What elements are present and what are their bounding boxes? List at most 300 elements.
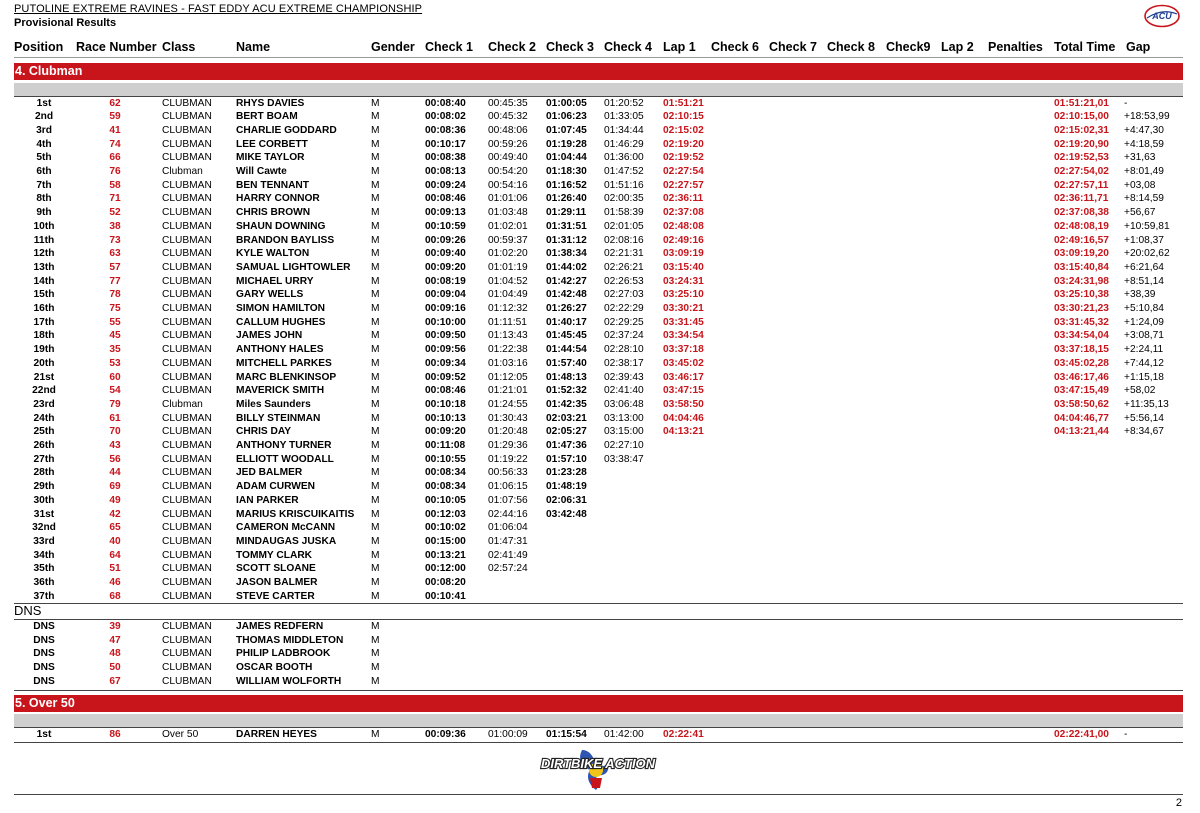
rider-name-cell: RHYS DAVIES (236, 97, 305, 109)
total-time-cell: 02:27:54,02 (1054, 166, 1109, 177)
check4-cell: 02:41:40 (604, 385, 644, 397)
rider-name-cell: IAN PARKER (236, 494, 299, 506)
check4-cell: 02:26:53 (604, 275, 644, 287)
gender-cell: M (371, 634, 380, 646)
gap-cell: +5:10,84 (1124, 303, 1164, 314)
table-row (0, 535, 1200, 549)
check1-cell: 00:10:41 (425, 590, 466, 602)
check3-cell: 02:03:21 (546, 412, 587, 424)
rider-name-cell: KYLE WALTON (236, 248, 310, 260)
rider-name-cell: BRANDON BAYLISS (236, 234, 335, 246)
class-cell: CLUBMAN (162, 111, 212, 123)
check4-cell: 02:28:10 (604, 344, 644, 356)
class-cell: CLUBMAN (162, 522, 212, 534)
rider-name-cell: SHAUN DOWNING (236, 220, 326, 232)
rider-name-cell: JAMES JOHN (236, 330, 303, 342)
check2-cell: 01:01:19 (488, 261, 528, 273)
race-number-cell: 62 (109, 97, 121, 109)
check1-cell: 00:12:03 (425, 508, 466, 520)
check2-cell: 01:29:36 (488, 440, 528, 451)
position-cell: DNS (33, 675, 55, 687)
lap1-cell: 02:10:15 (663, 111, 704, 123)
table-row (0, 453, 1200, 467)
rider-name-cell: HARRY CONNOR (236, 193, 320, 205)
lap1-cell: 03:09:19 (663, 248, 704, 260)
position-cell: 32nd (32, 522, 56, 534)
race-number-cell: 53 (109, 357, 121, 369)
class-cell: CLUBMAN (162, 289, 212, 301)
column-header-gap: Gap (1126, 40, 1151, 54)
check4-cell: 03:15:00 (604, 426, 644, 438)
position-cell: 26th (33, 440, 55, 451)
check2-cell: 01:12:32 (488, 303, 528, 314)
rider-name-cell: SIMON HAMILTON (236, 303, 326, 314)
gender-cell: M (371, 508, 380, 520)
check3-cell: 01:07:45 (546, 124, 587, 136)
rider-name-cell: GARY WELLS (236, 289, 304, 301)
check3-cell: 01:31:12 (546, 234, 587, 246)
gap-cell: +8:01,49 (1124, 166, 1164, 177)
total-time-cell: 02:27:57,11 (1054, 179, 1109, 191)
check4-cell: 02:00:35 (604, 193, 644, 205)
lap1-cell: 03:24:31 (663, 275, 704, 287)
check3-cell: 01:42:48 (546, 289, 587, 301)
position-cell: 12th (33, 248, 55, 260)
table-row (0, 138, 1200, 152)
rider-name-cell: ELLIOTT WOODALL (236, 453, 334, 465)
rider-name-cell: ANTHONY TURNER (236, 440, 332, 451)
check2-cell: 01:20:48 (488, 426, 528, 438)
check3-cell: 01:00:05 (546, 97, 587, 109)
check3-cell: 01:40:17 (546, 316, 587, 328)
total-time-cell: 03:37:18,15 (1054, 344, 1109, 356)
results-subtitle: Provisional Results (14, 17, 117, 29)
lap1-cell: 03:37:18 (663, 344, 704, 356)
rider-name-cell: CAMERON McCANN (236, 522, 336, 534)
gap-cell: +6:21,64 (1124, 261, 1164, 273)
table-row (0, 412, 1200, 426)
table-row (0, 620, 1200, 634)
class-cell: CLUBMAN (162, 220, 212, 232)
class-cell: CLUBMAN (162, 97, 212, 109)
lap1-cell: 03:34:54 (663, 330, 704, 342)
total-time-cell: 02:48:08,19 (1054, 220, 1109, 232)
race-number-cell: 51 (109, 563, 121, 575)
gender-cell: M (371, 330, 380, 342)
check1-cell: 00:09:20 (425, 261, 466, 273)
total-time-cell: 03:45:02,28 (1054, 357, 1109, 369)
gender-cell: M (371, 303, 380, 314)
check3-cell: 01:38:34 (546, 248, 587, 260)
check1-cell: 00:09:52 (425, 371, 466, 383)
position-cell: 1st (36, 97, 52, 109)
dirtbike-action-logo-icon (530, 748, 666, 794)
rider-name-cell: MARIUS KRISCUIKAITIS (236, 508, 355, 520)
check4-cell: 03:38:47 (604, 453, 644, 465)
table-row (0, 384, 1200, 398)
check4-cell: 01:36:00 (604, 152, 644, 164)
position-cell: 20th (33, 357, 55, 369)
table-row (0, 124, 1200, 138)
gender-cell: M (371, 371, 380, 383)
check1-cell: 00:08:38 (425, 152, 466, 164)
class-cell: CLUBMAN (162, 357, 212, 369)
gender-cell: M (371, 207, 380, 219)
class-cell: CLUBMAN (162, 412, 212, 424)
class-cell: CLUBMAN (162, 234, 212, 246)
position-cell: DNS (33, 621, 55, 632)
lap1-cell: 03:46:17 (663, 371, 704, 383)
check1-cell: 00:09:50 (425, 330, 466, 342)
gender-cell: M (371, 166, 380, 177)
race-number-cell: 76 (109, 166, 121, 177)
class-cell: CLUBMAN (162, 621, 212, 632)
total-time-cell: 03:25:10,38 (1054, 289, 1109, 301)
race-number-cell: 39 (109, 621, 121, 632)
position-cell: 7th (36, 179, 52, 191)
race-number-cell: 67 (109, 675, 121, 687)
position-cell: 14th (33, 275, 55, 287)
gap-cell: +38,39 (1124, 289, 1156, 301)
gap-cell: +1:24,09 (1124, 316, 1164, 328)
check3-cell: 01:47:36 (546, 440, 587, 451)
header-divider (14, 57, 1183, 58)
check1-cell: 00:08:34 (425, 467, 466, 479)
rider-name-cell: DARREN HEYES (236, 729, 317, 740)
column-header-class: Class (162, 40, 196, 54)
check3-cell: 01:57:10 (546, 453, 587, 465)
check3-cell: 01:44:02 (546, 261, 587, 273)
check2-cell: 01:22:38 (488, 344, 528, 356)
class-cell: CLUBMAN (162, 124, 212, 136)
race-number-cell: 69 (109, 481, 121, 493)
race-number-cell: 61 (109, 412, 121, 424)
gender-cell: M (371, 467, 380, 479)
position-cell: 21st (33, 371, 55, 383)
table-row (0, 343, 1200, 357)
check1-cell: 00:08:46 (425, 193, 466, 205)
table-row (0, 329, 1200, 343)
lap1-cell: 04:04:46 (663, 412, 704, 424)
class-cell: CLUBMAN (162, 248, 212, 260)
check4-cell: 02:38:17 (604, 357, 644, 369)
event-title: PUTOLINE EXTREME RAVINES - FAST EDDY ACU EXTREME CHAMPIONSHIP (14, 3, 423, 15)
column-header-name: Name (236, 40, 271, 54)
class-cell: CLUBMAN (162, 549, 212, 561)
check3-cell: 01:45:45 (546, 330, 587, 342)
column-header-lap-2: Lap 2 (941, 40, 974, 54)
class-cell: CLUBMAN (162, 193, 212, 205)
race-number-cell: 43 (109, 440, 121, 451)
lap1-cell: 02:27:57 (663, 179, 704, 191)
class-cell: CLUBMAN (162, 453, 212, 465)
table-row (0, 549, 1200, 563)
class-cell: CLUBMAN (162, 563, 212, 575)
gap-cell: +03,08 (1124, 179, 1156, 191)
table-row (0, 521, 1200, 535)
check1-cell: 00:12:00 (425, 563, 466, 575)
rider-name-cell: CHRIS DAY (236, 426, 292, 438)
rider-name-cell: Will Cawte (236, 166, 287, 177)
table-row (0, 97, 1200, 111)
table-row (0, 261, 1200, 275)
position-cell: DNS (33, 634, 55, 646)
total-time-cell: 03:31:45,32 (1054, 316, 1109, 328)
race-number-cell: 38 (109, 220, 121, 232)
check2-cell: 01:06:04 (488, 522, 528, 534)
check3-cell: 01:52:32 (546, 385, 587, 397)
total-time-cell: 03:34:54,04 (1054, 330, 1109, 342)
position-cell: 17th (33, 316, 55, 328)
position-cell: 28th (33, 467, 55, 479)
rider-name-cell: TOMMY CLARK (236, 549, 313, 561)
lap1-cell: 02:19:52 (663, 152, 704, 164)
race-number-cell: 54 (109, 385, 121, 397)
lap1-cell: 04:13:21 (663, 426, 704, 438)
svg-text:ACU: ACU (1152, 11, 1172, 21)
position-cell: 10th (33, 220, 55, 232)
class-cell: CLUBMAN (162, 385, 212, 397)
table-row (0, 357, 1200, 371)
gender-cell: M (371, 179, 380, 191)
column-header-check-2: Check 2 (488, 40, 536, 54)
check4-cell: 01:51:16 (604, 179, 644, 191)
gender-cell: M (371, 275, 380, 287)
check1-cell: 00:09:26 (425, 234, 466, 246)
rider-name-cell: BEN TENNANT (236, 179, 310, 191)
rider-name-cell: LEE CORBETT (236, 138, 308, 150)
race-number-cell: 55 (109, 316, 121, 328)
check3-cell: 01:26:27 (546, 303, 587, 314)
check3-cell: 03:42:48 (546, 508, 587, 520)
column-header-check-7: Check 7 (769, 40, 817, 54)
dns-heading: DNS (14, 603, 42, 618)
rider-name-cell: JAMES REDFERN (236, 621, 324, 632)
table-row (0, 590, 1200, 604)
position-cell: 19th (33, 344, 55, 356)
table-row (0, 234, 1200, 248)
class-cell: CLUBMAN (162, 467, 212, 479)
check1-cell: 00:08:20 (425, 577, 466, 588)
check2-cell: 00:49:40 (488, 152, 528, 164)
check2-cell: 01:47:31 (488, 535, 528, 547)
position-cell: 29th (33, 481, 55, 493)
check4-cell: 01:33:05 (604, 111, 644, 123)
position-cell: 30th (33, 494, 55, 506)
gap-cell: +8:51,14 (1124, 275, 1164, 287)
lap1-cell: 02:36:11 (663, 193, 704, 205)
class-cell: CLUBMAN (162, 179, 212, 191)
total-time-cell: 02:22:41,00 (1054, 729, 1109, 740)
lap1-cell: 02:19:20 (663, 138, 704, 150)
check1-cell: 00:08:13 (425, 166, 466, 177)
race-number-cell: 78 (109, 289, 121, 301)
column-header-check-8: Check 8 (827, 40, 875, 54)
gender-cell: M (371, 385, 380, 397)
check3-cell: 01:48:19 (546, 481, 587, 493)
check4-cell: 03:06:48 (604, 398, 644, 410)
race-number-cell: 79 (109, 398, 121, 410)
check3-cell: 01:48:13 (546, 371, 587, 383)
gender-cell: M (371, 494, 380, 506)
lap1-cell: 03:15:40 (663, 261, 704, 273)
gap-cell: +1:08,37 (1124, 234, 1164, 246)
check4-cell: 01:46:29 (604, 138, 644, 150)
check1-cell: 00:09:13 (425, 207, 466, 219)
rider-name-cell: PHILIP LADBROOK (236, 648, 331, 660)
total-time-cell: 04:04:46,77 (1054, 412, 1109, 424)
page-number: 2 (1175, 797, 1182, 809)
check3-cell: 01:16:52 (546, 179, 587, 191)
section-band (14, 714, 1183, 727)
class-cell: CLUBMAN (162, 508, 212, 520)
race-number-cell: 48 (109, 648, 121, 660)
rider-name-cell: BERT BOAM (236, 111, 298, 123)
gender-cell: M (371, 590, 380, 602)
gender-cell: M (371, 289, 380, 301)
table-row (0, 439, 1200, 453)
rider-name-cell: MAVERICK SMITH (236, 385, 325, 397)
race-number-cell: 49 (109, 494, 121, 506)
table-row (0, 576, 1200, 590)
check1-cell: 00:10:02 (425, 522, 466, 534)
check2-cell: 00:56:33 (488, 467, 528, 479)
position-cell: 4th (36, 138, 52, 150)
gap-cell: +31,63 (1124, 152, 1156, 164)
race-number-cell: 77 (109, 275, 121, 287)
rider-name-cell: MIKE TAYLOR (236, 152, 305, 164)
check2-cell: 01:06:15 (488, 481, 528, 493)
class-cell: CLUBMAN (162, 275, 212, 287)
check3-cell: 01:04:44 (546, 152, 587, 164)
table-row (0, 371, 1200, 385)
column-headers (0, 40, 1200, 56)
position-cell: 25th (33, 426, 55, 438)
lap1-cell: 02:15:02 (663, 124, 704, 136)
rider-name-cell: STEVE CARTER (236, 590, 315, 602)
check3-cell: 01:44:54 (546, 344, 587, 356)
gender-cell: M (371, 193, 380, 205)
column-header-check-4: Check 4 (604, 40, 652, 54)
check2-cell: 01:21:01 (488, 385, 528, 397)
gender-cell: M (371, 152, 380, 164)
race-number-cell: 35 (109, 344, 121, 356)
table-row (0, 728, 1200, 742)
rider-name-cell: MARC BLENKINSOP (236, 371, 337, 383)
race-number-cell: 74 (109, 138, 121, 150)
check2-cell: 01:02:01 (488, 220, 528, 232)
total-time-cell: 04:13:21,44 (1054, 426, 1109, 438)
gender-cell: M (371, 97, 380, 109)
check1-cell: 00:08:46 (425, 385, 466, 397)
check3-cell: 01:57:40 (546, 357, 587, 369)
gap-cell: +8:14,59 (1124, 193, 1164, 205)
rider-name-cell: SAMUAL LIGHTOWLER (236, 261, 351, 273)
gender-cell: M (371, 344, 380, 356)
table-row (0, 247, 1200, 261)
column-header-total-time: Total Time (1054, 40, 1116, 54)
total-time-cell: 02:19:52,53 (1054, 152, 1109, 164)
check2-cell: 01:12:05 (488, 371, 528, 383)
check1-cell: 00:09:24 (425, 179, 466, 191)
class-cell: CLUBMAN (162, 344, 212, 356)
lap1-cell: 03:31:45 (663, 316, 704, 328)
rider-name-cell: MINDAUGAS JUSKA (236, 535, 337, 547)
table-row (0, 661, 1200, 675)
class-cell: CLUBMAN (162, 426, 212, 438)
class-cell: Clubman (162, 166, 203, 177)
total-time-cell: 03:46:17,46 (1054, 371, 1109, 383)
class-cell: CLUBMAN (162, 440, 212, 451)
table-row (0, 508, 1200, 522)
check4-cell: 02:26:21 (604, 261, 644, 273)
gender-cell: M (371, 648, 380, 660)
check2-cell: 01:30:43 (488, 412, 528, 424)
gender-cell: M (371, 577, 380, 588)
check1-cell: 00:08:34 (425, 481, 466, 493)
gap-cell: +58,02 (1124, 385, 1156, 397)
position-cell: 22nd (32, 385, 56, 397)
lap1-cell: 02:27:54 (663, 166, 704, 177)
rider-name-cell: CHARLIE GODDARD (236, 124, 337, 136)
column-header-lap-1: Lap 1 (663, 40, 696, 54)
gap-cell: - (1124, 97, 1128, 109)
check2-cell: 02:57:24 (488, 563, 528, 575)
position-cell: 16th (33, 303, 55, 314)
rider-name-cell: BILLY STEINMAN (236, 412, 321, 424)
check2-cell: 01:02:20 (488, 248, 528, 260)
gender-cell: M (371, 124, 380, 136)
rider-name-cell: OSCAR BOOTH (236, 662, 313, 674)
table-row (0, 562, 1200, 576)
check2-cell: 02:41:49 (488, 549, 528, 561)
check1-cell: 00:10:13 (425, 412, 466, 424)
gap-cell: +20:02,62 (1124, 248, 1170, 260)
check2-cell: 01:04:49 (488, 289, 528, 301)
column-header-race-number: Race Number (76, 40, 157, 54)
position-cell: 15th (33, 289, 55, 301)
position-cell: 27th (33, 453, 55, 465)
table-row (0, 288, 1200, 302)
table-row (0, 675, 1200, 689)
position-cell: DNS (33, 648, 55, 660)
race-number-cell: 70 (109, 426, 121, 438)
table-row (0, 647, 1200, 661)
race-number-cell: 56 (109, 453, 121, 465)
check3-cell: 02:06:31 (546, 494, 587, 506)
rider-name-cell: WILLIAM WOLFORTH (236, 675, 342, 687)
position-cell: 37th (33, 590, 55, 602)
check1-cell: 00:08:19 (425, 275, 466, 287)
table-row (0, 110, 1200, 124)
check1-cell: 00:09:36 (425, 729, 466, 740)
table-row (0, 220, 1200, 234)
lap1-cell: 03:47:15 (663, 385, 704, 397)
check2-cell: 02:44:16 (488, 508, 528, 520)
lap1-cell: 03:25:10 (663, 289, 704, 301)
column-header-gender: Gender (371, 40, 415, 54)
table-row (0, 634, 1200, 648)
race-number-cell: 75 (109, 303, 121, 314)
total-time-cell: 02:37:08,38 (1054, 207, 1109, 219)
class-cell: CLUBMAN (162, 207, 212, 219)
class-cell: CLUBMAN (162, 138, 212, 150)
class-cell: Over 50 (162, 729, 199, 740)
position-cell: 36th (33, 577, 55, 588)
total-time-cell: 02:10:15,00 (1054, 111, 1109, 123)
gender-cell: M (371, 453, 380, 465)
race-number-cell: 68 (109, 590, 121, 602)
